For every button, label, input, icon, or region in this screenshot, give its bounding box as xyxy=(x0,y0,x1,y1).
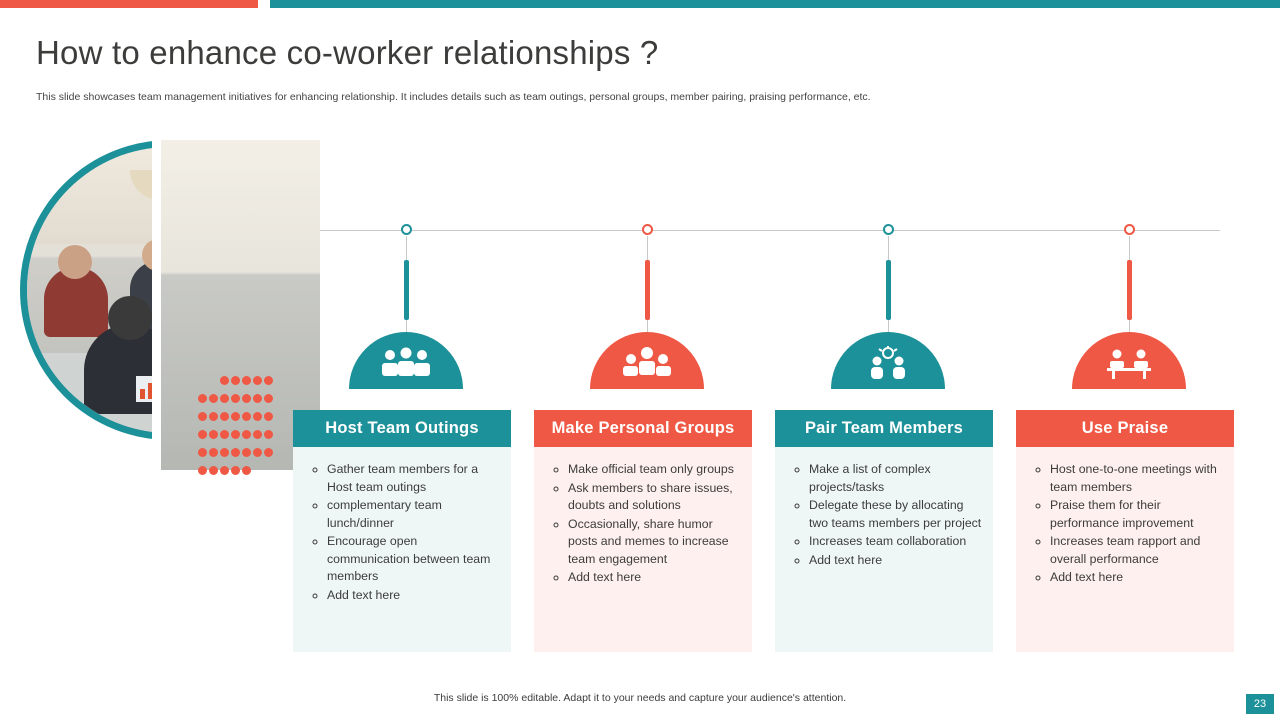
timeline-stem-0 xyxy=(404,260,409,320)
list-item: ◦ Host one-to-one meetings with team members xyxy=(1050,461,1224,496)
decorative-dot xyxy=(209,412,218,421)
list-item: ◦ Add text here xyxy=(568,569,742,587)
list-item: ◦ Occasionally, share humor posts and memes to increase team engagement xyxy=(568,516,742,569)
decorative-dot xyxy=(253,412,262,421)
three-people-icon xyxy=(378,346,434,380)
meeting-table-icon xyxy=(1101,346,1157,380)
icon-cap-1 xyxy=(590,332,704,389)
decorative-dot-grid xyxy=(198,376,268,488)
decorative-dot xyxy=(231,430,240,439)
decorative-dot xyxy=(253,430,262,439)
decorative-dot xyxy=(231,448,240,457)
decorative-dot xyxy=(253,394,262,403)
list-item: ◦ Delegate these by allocating two teams members per project xyxy=(809,497,983,532)
decorative-dot xyxy=(264,412,273,421)
timeline-line xyxy=(320,230,1220,231)
column-1-list xyxy=(546,461,742,587)
column-2[interactable] xyxy=(775,410,993,652)
page-number-badge: 23 xyxy=(1246,694,1274,714)
decorative-dot xyxy=(198,448,207,457)
icon-cap-2 xyxy=(831,332,945,389)
column-0[interactable] xyxy=(293,410,511,652)
decorative-dot xyxy=(264,430,273,439)
list-item: ◦ Increases team collaboration xyxy=(809,533,983,551)
group-of-people-icon xyxy=(619,346,675,380)
decorative-dot xyxy=(209,448,218,457)
column-3-body xyxy=(1016,447,1234,652)
page-subtitle: This slide showcases team management initiatives for enhancing relationship. It includes details such as team outings, personal groups, member pairing, praising performance, etc. xyxy=(36,91,871,103)
column-1-body xyxy=(534,447,752,652)
top-accent-bar-left xyxy=(0,0,258,8)
decorative-dot xyxy=(209,430,218,439)
timeline-node-1 xyxy=(642,224,653,235)
column-3-title: Use Praise xyxy=(1016,410,1234,447)
decorative-dot xyxy=(198,412,207,421)
column-3-list xyxy=(1028,461,1224,587)
decorative-dot xyxy=(242,430,251,439)
decorative-dot xyxy=(264,376,273,385)
timeline-node-0 xyxy=(401,224,412,235)
list-item: ◦ complementary team lunch/dinner xyxy=(327,497,501,532)
decorative-dot xyxy=(242,394,251,403)
list-item: ◦ Add text here xyxy=(809,552,983,570)
column-3[interactable] xyxy=(1016,410,1234,652)
decorative-dot xyxy=(220,376,229,385)
list-item: ◦ Ask members to share issues, doubts and solutions xyxy=(568,480,742,515)
photo-divider-gap xyxy=(152,140,161,470)
decorative-dot xyxy=(220,394,229,403)
column-2-list xyxy=(787,461,983,569)
list-item: ◦ Praise them for their performance improvement xyxy=(1050,497,1224,532)
decorative-dot xyxy=(231,412,240,421)
decorative-dot xyxy=(198,394,207,403)
decorative-dot xyxy=(253,448,262,457)
decorative-dot xyxy=(220,448,229,457)
decorative-dot xyxy=(209,394,218,403)
list-item: ◦ Encourage open communication between team members xyxy=(327,533,501,586)
column-0-body xyxy=(293,447,511,652)
decorative-dot xyxy=(242,376,251,385)
list-item: ◦ Add text here xyxy=(327,587,501,605)
decorative-dot xyxy=(220,430,229,439)
decorative-dot xyxy=(242,412,251,421)
decorative-dot xyxy=(231,376,240,385)
column-0-list xyxy=(305,461,501,604)
timeline-stem-3 xyxy=(1127,260,1132,320)
list-item: ◦ Increases team rapport and overall performance xyxy=(1050,533,1224,568)
decorative-dot xyxy=(198,466,207,475)
decorative-dot xyxy=(209,466,218,475)
page-title: How to enhance co-worker relationships ? xyxy=(36,34,659,71)
decorative-dot xyxy=(231,394,240,403)
footer-note: This slide is 100% editable. Adapt it to your needs and capture your audience's attention. xyxy=(433,692,847,704)
timeline-stem-2 xyxy=(886,260,891,320)
icon-cap-3 xyxy=(1072,332,1186,389)
column-0-title: Host Team Outings xyxy=(293,410,511,447)
decorative-dot xyxy=(220,412,229,421)
decorative-dot xyxy=(242,448,251,457)
photo-person-1 xyxy=(44,267,108,337)
list-item: ◦ Make a list of complex projects/tasks xyxy=(809,461,983,496)
column-2-body xyxy=(775,447,993,652)
decorative-dot xyxy=(198,430,207,439)
decorative-dot xyxy=(220,466,229,475)
two-people-pair-icon xyxy=(860,346,916,380)
decorative-dot xyxy=(264,394,273,403)
column-1[interactable] xyxy=(534,410,752,652)
icon-cap-0 xyxy=(349,332,463,389)
list-item: ◦ Make official team only groups xyxy=(568,461,742,479)
timeline-node-2 xyxy=(883,224,894,235)
list-item: ◦ Gather team members for a Host team outings xyxy=(327,461,501,496)
decorative-dot xyxy=(231,466,240,475)
column-1-title: Make Personal Groups xyxy=(534,410,752,447)
decorative-dot xyxy=(242,466,251,475)
top-accent-bar-right xyxy=(270,0,1280,8)
decorative-dot xyxy=(253,376,262,385)
column-2-title: Pair Team Members xyxy=(775,410,993,447)
list-item: ◦ Add text here xyxy=(1050,569,1224,587)
decorative-dot xyxy=(264,448,273,457)
timeline-stem-1 xyxy=(645,260,650,320)
timeline-node-3 xyxy=(1124,224,1135,235)
